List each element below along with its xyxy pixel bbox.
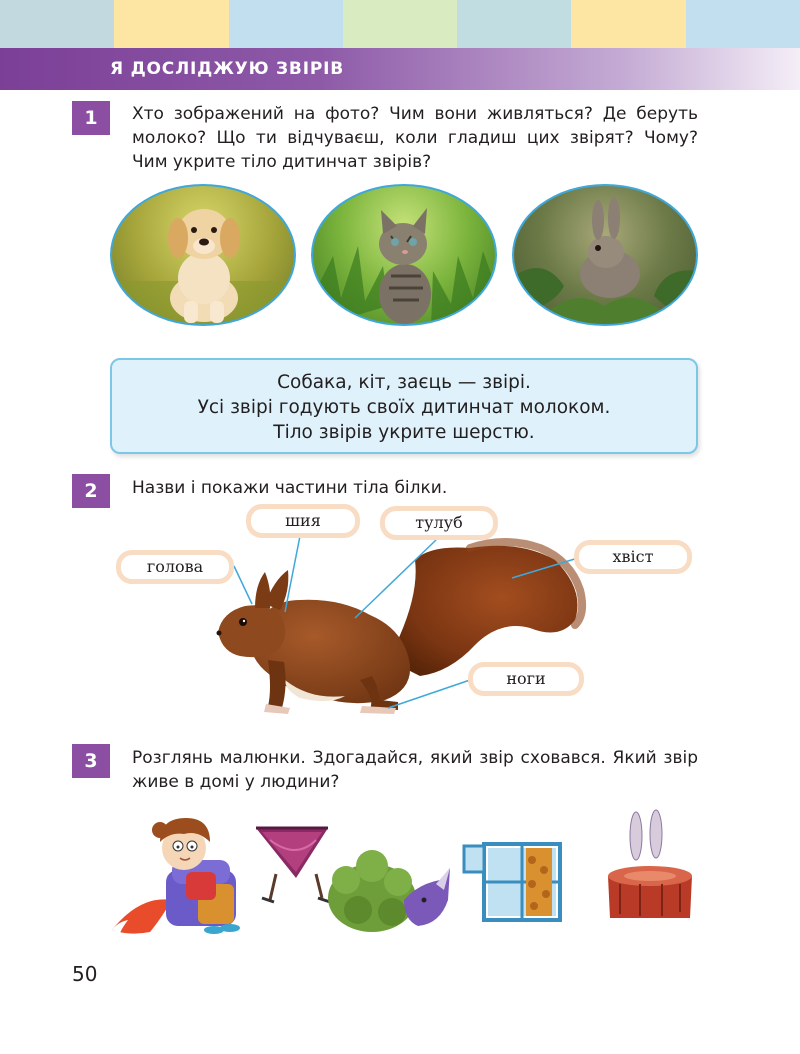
task-2-text: Назви і покажи частини тіла білки.	[132, 478, 448, 498]
task-number-badge: 1	[72, 101, 110, 135]
task-number-badge: 2	[72, 474, 110, 508]
info-line: Собака, кіт, заєць — звірі.	[277, 372, 531, 393]
label-legs: ноги	[468, 662, 584, 696]
stump-rabbit-ears-illustration	[608, 810, 692, 918]
label-tail: хвіст	[574, 540, 692, 574]
label-body: тулуб	[380, 506, 498, 540]
section-title: Я ДОСЛІДЖУЮ ЗВІРІВ	[110, 59, 344, 79]
bush-rhino-illustration	[328, 850, 450, 932]
label-neck: шия	[246, 504, 360, 538]
window-giraffe-illustration	[464, 844, 560, 920]
page-number: 50	[72, 962, 98, 986]
boy-armchair-fox-illustration	[112, 818, 240, 934]
task-1-text: Хто зображений на фото? Чим вони живляться? Де беруть молоко? Що ти відчуваєш, коли гладиш цих звірят? Чому? Чим укрите тіло дитинчат звірів?	[132, 104, 698, 172]
task-3-text: Розглянь малюнки. Здогадайся, який звір сховався. Який звір живе в домі у людини?	[132, 748, 698, 792]
task-number-badge: 3	[72, 744, 110, 778]
hanging-cloth-illustration	[256, 828, 330, 902]
info-line: Тіло звірів укрите шерстю.	[273, 422, 535, 443]
info-line: Усі звірі годують своїх дитинчат молоком.	[197, 397, 611, 418]
label-head: голова	[116, 550, 234, 584]
